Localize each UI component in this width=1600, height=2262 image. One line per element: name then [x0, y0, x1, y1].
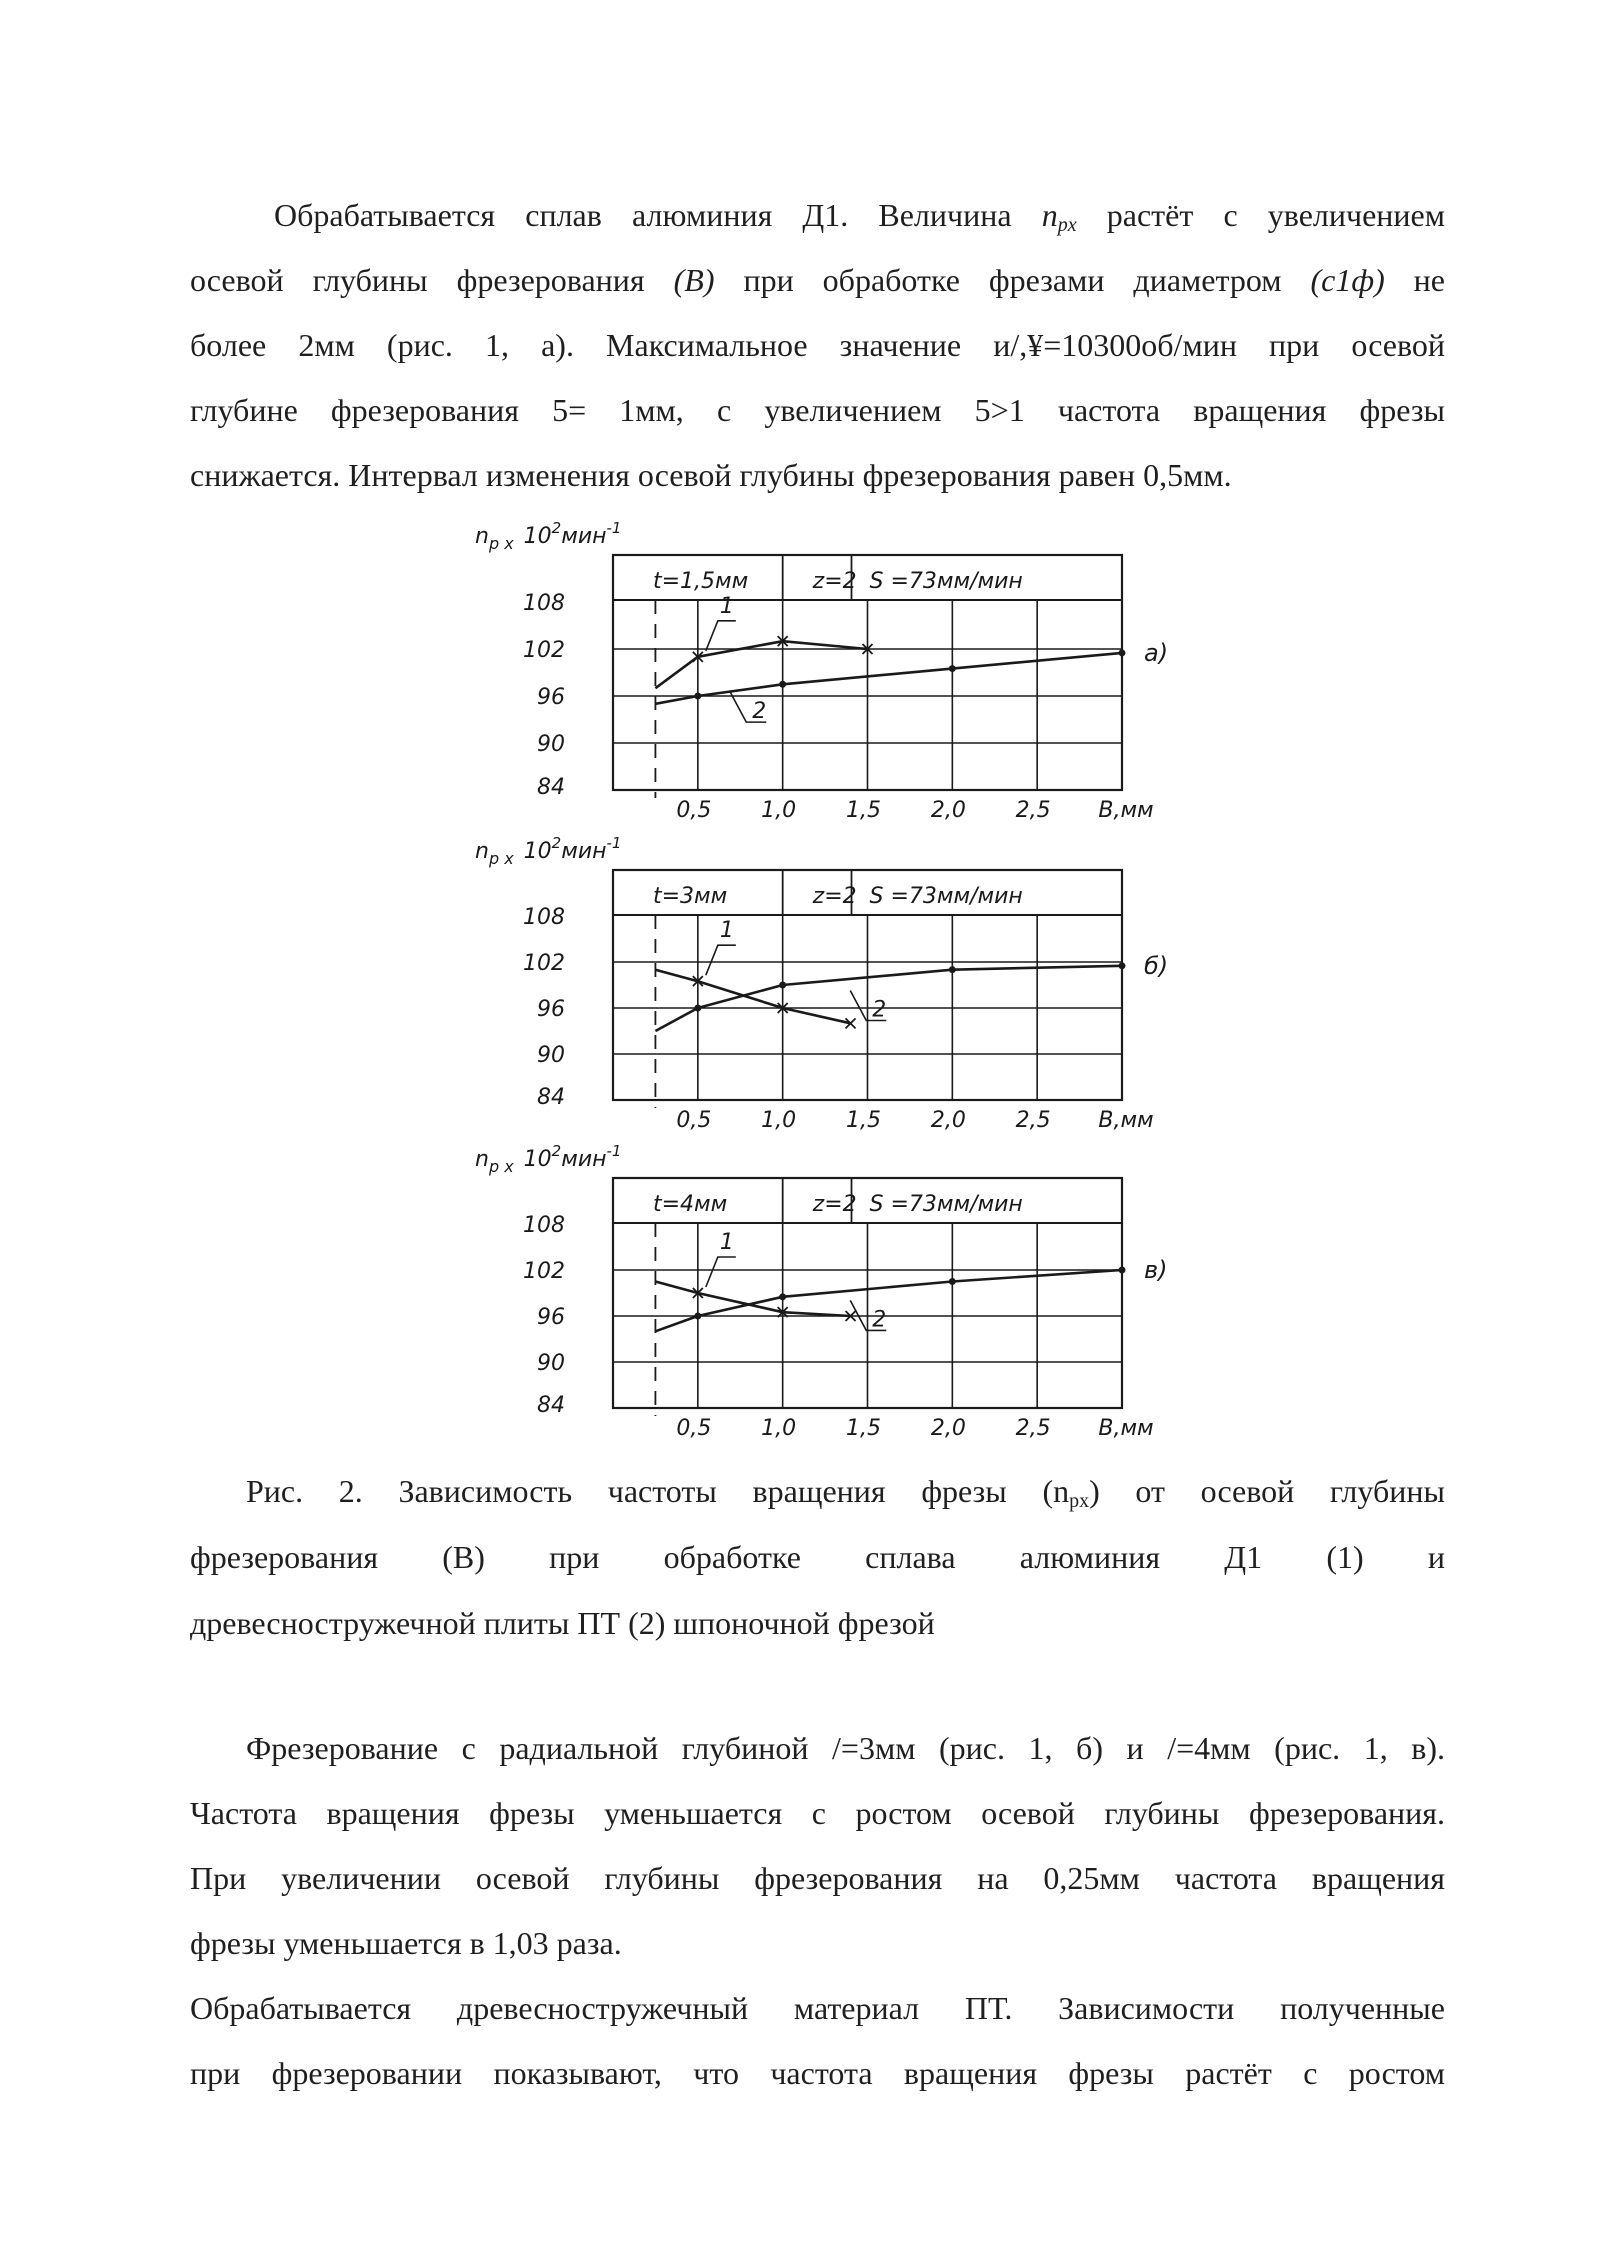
paragraph-3: [190, 1976, 1445, 2106]
y-tick-label: 96: [537, 1305, 565, 1330]
param-s-label: S =73мм/мин: [869, 1192, 1023, 1217]
series-1-line: [655, 1282, 850, 1317]
curve-1-leader: [706, 1257, 736, 1287]
paragraph-1-line-3: более 2мм (рис. 1, а). Максимальное значение и/,¥=10300об/мин при осевой: [190, 327, 1445, 363]
param-t-label: t=3мм: [653, 884, 728, 909]
curve-1-leader: [706, 621, 736, 651]
x-tick-label: 0,5: [676, 1108, 712, 1133]
panel-letter: б): [1144, 951, 1169, 980]
param-z-label: z=2: [812, 569, 857, 594]
y-tick-label: 102: [523, 951, 565, 976]
caption-line-2: фрезерования (В) при обработке сплава алюминия Д1 (1) и: [190, 1539, 1445, 1575]
y-tick-label: 102: [523, 1259, 565, 1284]
paragraph-2-line-3: При увеличении осевой глубины фрезерования на 0,25мм частота вращения: [190, 1860, 1445, 1896]
y-axis-label: $n_{p x}$ $10^2мин^{-1}$: [475, 834, 622, 868]
x-tick-label: 1,0: [761, 1108, 797, 1133]
x-tick-label: 0,5: [676, 1416, 712, 1441]
curve-2-label: 2: [872, 997, 887, 1023]
param-z-label: z=2: [812, 1192, 857, 1217]
curve-1-label: 1: [719, 918, 734, 944]
paragraph-3-line-2: при фрезеровании показывают, что частота вращения фрезы растёт с ростом: [190, 2055, 1445, 2091]
caption-line-3: древесностружечной плиты ПТ (2) шпоночной фрезой: [190, 1605, 935, 1641]
paragraph-3-line-1: Обрабатывается древесностружечный материал ПТ. Зависимости полученные: [190, 1990, 1445, 2026]
y-tick-label: 108: [523, 1213, 565, 1238]
y-axis-label: $n_{p x}$ $10^2мин^{-1}$: [475, 1142, 622, 1176]
series-2-point: [779, 681, 786, 688]
paragraph-1-line-2: осевой глубины фрезерования (B) при обработке фрезами диаметром (c1ф) не: [190, 262, 1446, 298]
x-tick-label: 2,0: [930, 798, 966, 823]
y-tick-label: 90: [537, 1351, 565, 1376]
series-2-line: [655, 1270, 1122, 1331]
series-2-line: [655, 966, 1122, 1031]
panel-letter: в): [1144, 1256, 1168, 1284]
curve-1-label: 1: [719, 593, 734, 619]
series-2-point: [949, 1278, 956, 1285]
x-tick-label: 1,5: [846, 1416, 881, 1441]
paragraph-1-line-4: глубине фрезерования 5= 1мм, с увеличением 5>1 частота вращения фрезы: [190, 392, 1445, 428]
panel-letter: а): [1144, 638, 1169, 667]
paragraph-1-line-1: Обрабатывается сплав алюминия Д1. Величина $n_{px}$ растёт с увеличением: [274, 197, 1446, 236]
caption-line-1: Рис. 2. Зависимость частоты вращения фрезы $(n_{px})$ от осевой глубины: [246, 1473, 1446, 1512]
y-tick-label: 84: [537, 1393, 565, 1418]
y-tick-label: 108: [523, 591, 565, 616]
x-tick-label: 1,5: [846, 798, 881, 823]
param-s-label: S =73мм/мин: [869, 569, 1023, 594]
y-tick-label: 96: [537, 685, 565, 710]
y-tick-label: 96: [537, 997, 565, 1022]
paragraph-2: [190, 1716, 1445, 1976]
x-tick-label: 2,5: [1015, 798, 1051, 823]
series-2-point: [1119, 1267, 1126, 1274]
paragraph-1-line-5: снижается. Интервал изменения осевой глубины фрезерования равен 0,5мм.: [190, 457, 1232, 493]
param-s-label: S =73мм/мин: [869, 884, 1023, 909]
x-tick-label: 0,5: [676, 798, 712, 823]
series-2-point: [694, 1313, 701, 1320]
param-t-label: t=4мм: [653, 1192, 728, 1217]
series-2-point: [694, 693, 701, 700]
series-2-point: [1119, 962, 1126, 969]
series-2-point: [779, 982, 786, 989]
param-t-label: t=1,5мм: [653, 569, 749, 594]
y-tick-label: 108: [523, 905, 565, 930]
x-tick-label: 2,0: [930, 1416, 966, 1441]
y-tick-label: 90: [537, 732, 565, 757]
y-tick-label: 102: [523, 638, 565, 663]
paragraph-2-line-4: фрезы уменьшается в 1,03 раза.: [190, 1925, 622, 1961]
x-tick-label: 2,5: [1015, 1108, 1051, 1133]
x-tick-label: 2,0: [930, 1108, 966, 1133]
y-tick-label: 84: [537, 1085, 565, 1110]
x-tick-label: 1,0: [761, 798, 797, 823]
param-z-label: z=2: [812, 884, 857, 909]
x-tick-label: 1,0: [761, 1416, 797, 1441]
series-2-point: [694, 1005, 701, 1012]
series-2-point: [949, 966, 956, 973]
x-axis-label: B,мм: [1098, 798, 1154, 823]
series-2-point: [1119, 649, 1126, 656]
paragraph-2-line-2: Частота вращения фрезы уменьшается с ростом осевой глубины фрезерования.: [190, 1795, 1445, 1831]
x-axis-label: B,мм: [1098, 1108, 1154, 1133]
figure-caption: [190, 1458, 1445, 1656]
series-2-point: [949, 665, 956, 672]
curve-1-label: 1: [719, 1230, 734, 1255]
x-axis-label: B,мм: [1098, 1416, 1154, 1441]
y-axis-label: $n_{p x}$ $10^2мин^{-1}$: [475, 519, 622, 553]
y-tick-label: 84: [537, 775, 565, 800]
x-tick-label: 1,5: [846, 1108, 881, 1133]
curve-2-label: 2: [872, 1307, 887, 1333]
curve-2-label: 2: [752, 699, 767, 725]
y-tick-label: 90: [537, 1043, 565, 1068]
x-tick-label: 2,5: [1015, 1416, 1051, 1441]
series-2-point: [779, 1293, 786, 1300]
paragraph-2-line-1: Фрезерование с радиальной глубиной /=3мм (рис. 1, б) и /=4мм (рис. 1, в).: [246, 1730, 1445, 1766]
curve-1-leader: [706, 945, 736, 975]
